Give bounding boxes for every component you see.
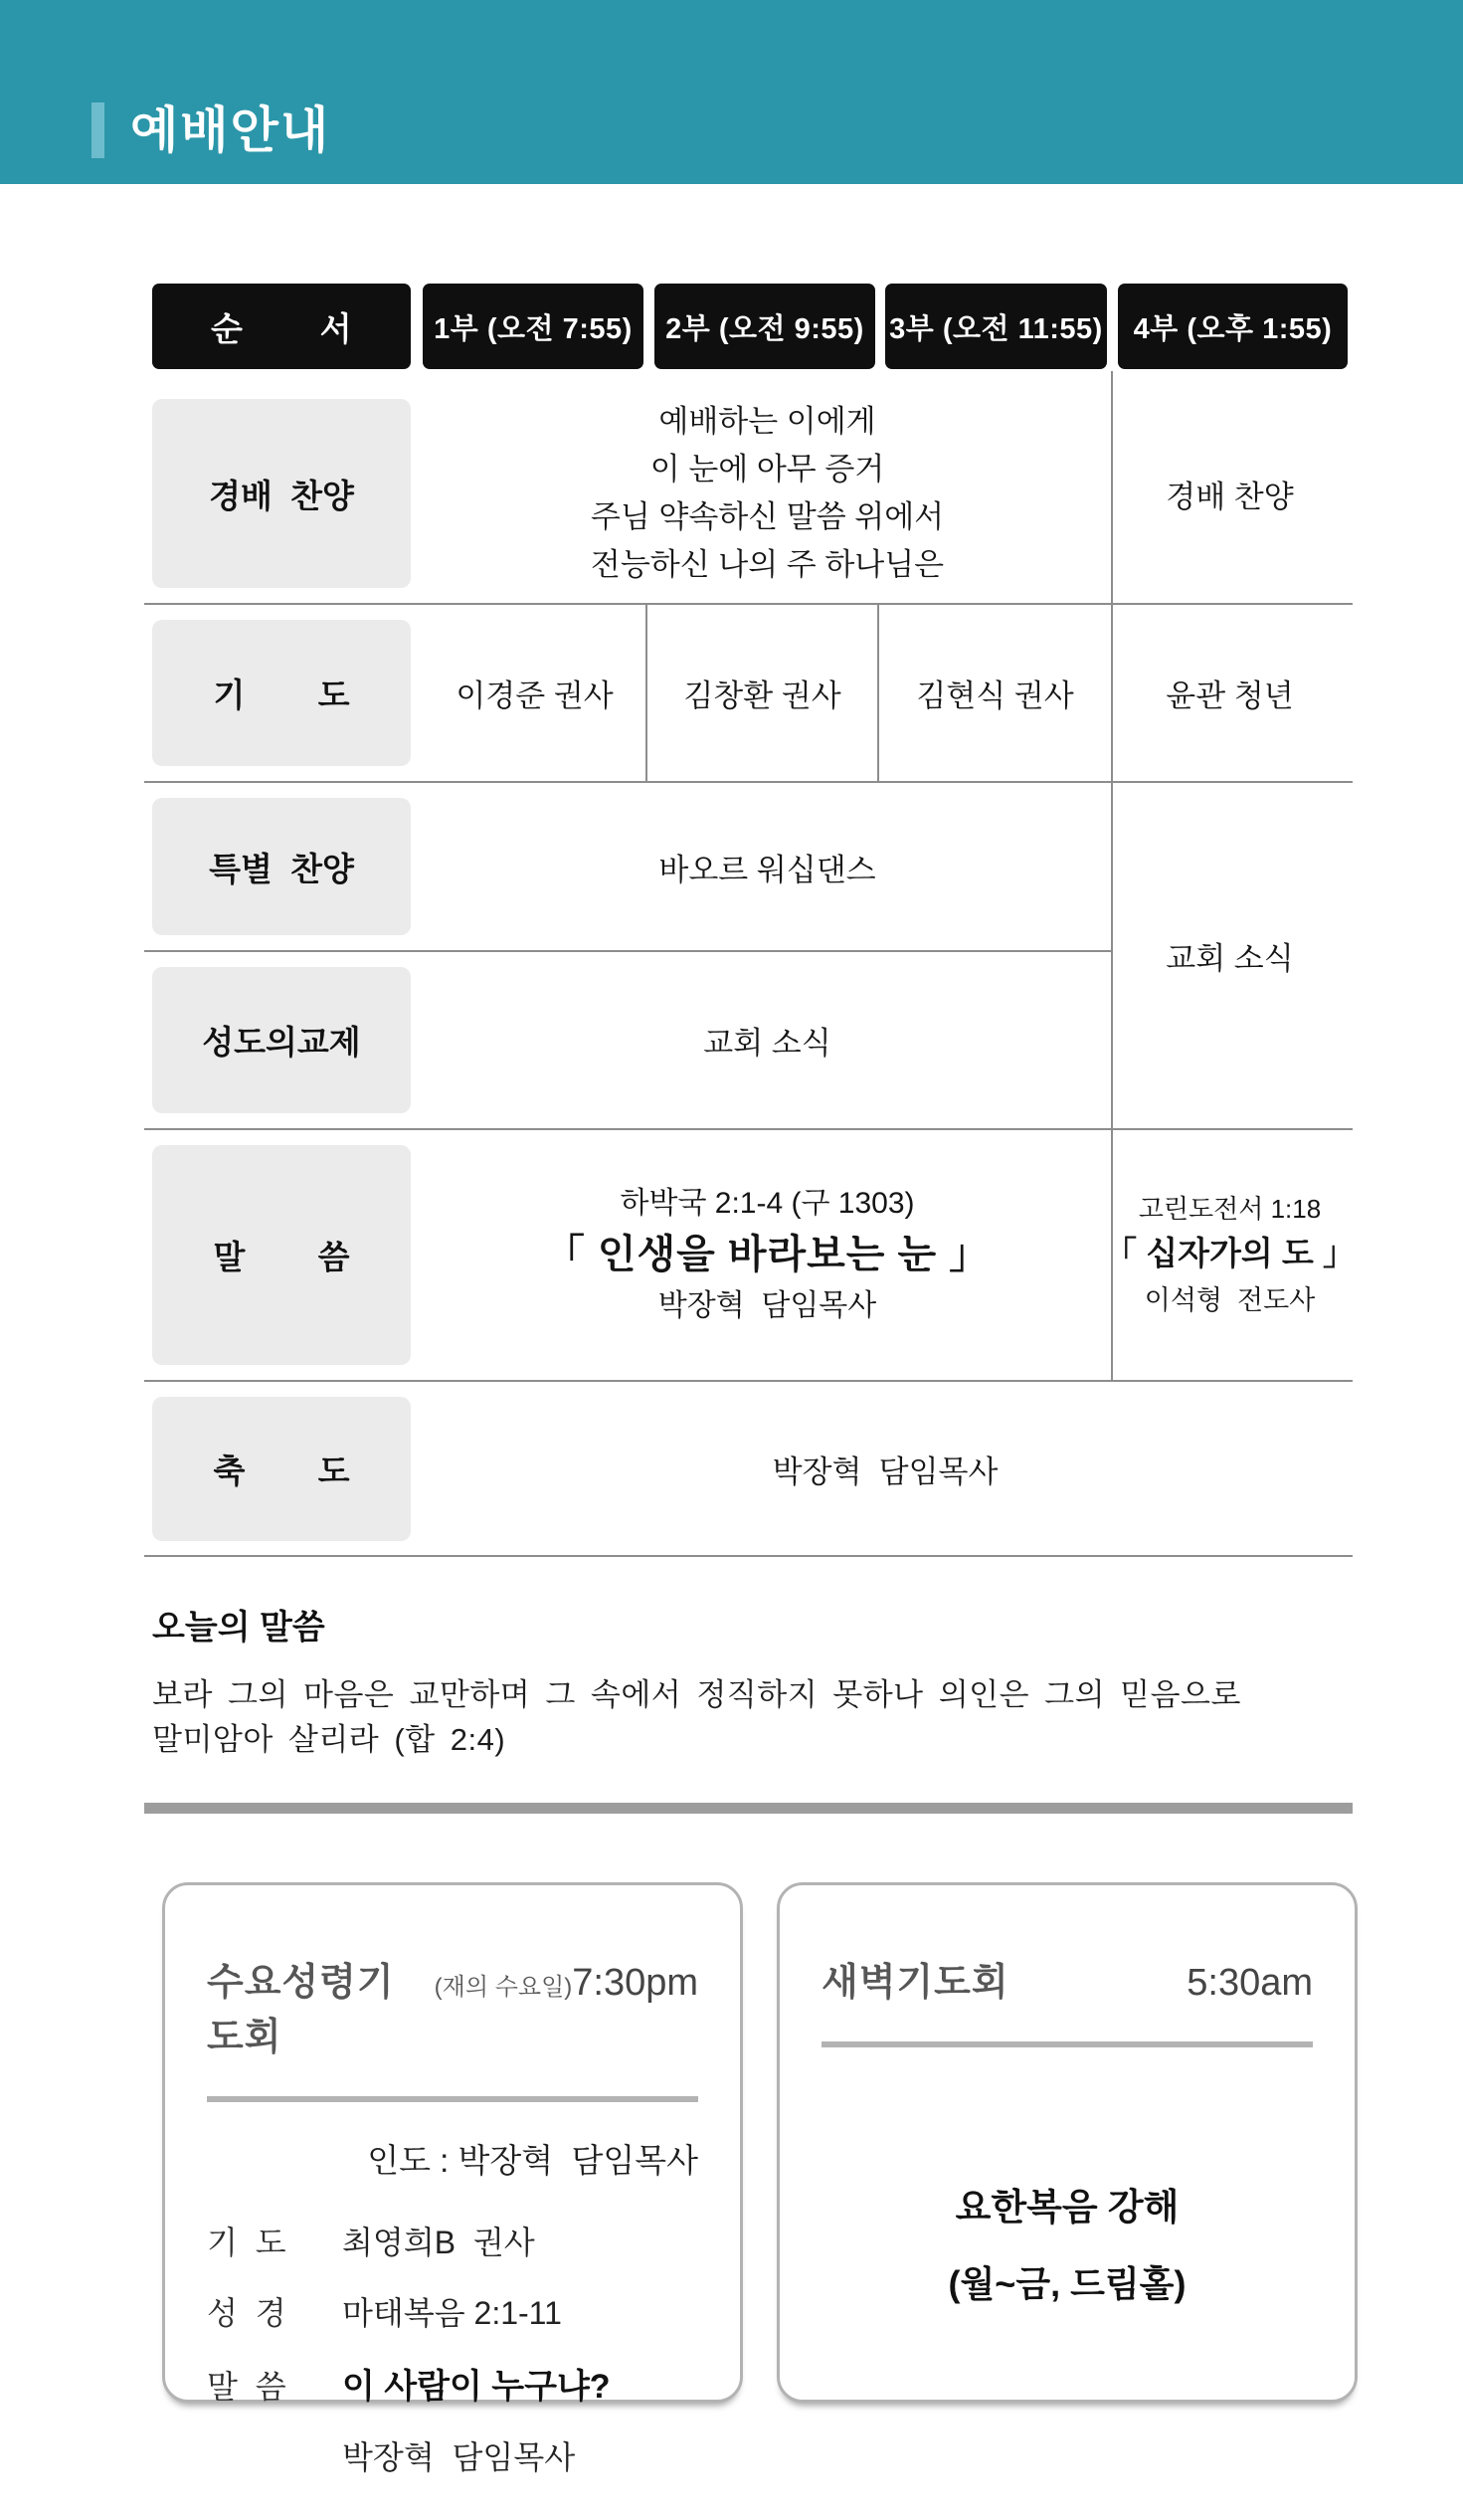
- section-divider-bar: [144, 1803, 1353, 1814]
- table-row-sermon: [152, 1129, 1356, 1381]
- dawn-card-header: [822, 1951, 1313, 2006]
- worship-song-list: [423, 383, 1112, 604]
- song-line: 이 눈에 아무 증거: [649, 452, 885, 486]
- fellowship-cell: 교회 소식: [703, 1026, 831, 1061]
- sermon4-scripture: 고린도전서 1:18: [1138, 1193, 1322, 1224]
- song-line: 주님 약속하신 말씀 위에서: [590, 499, 945, 534]
- row-label-worship: 경배 찬양: [152, 399, 411, 588]
- todays-word-section: [152, 1600, 1358, 1762]
- sermon-main-cell: [423, 1129, 1112, 1381]
- dawn-card-divider: [822, 2041, 1313, 2047]
- detail-label: 기 도: [207, 2225, 286, 2260]
- row-label-fellowship: 성도의교제: [152, 967, 411, 1113]
- column-header-service2: 2부 (오전 9:55): [654, 284, 875, 369]
- detail-value: 마태복음 2:1-11: [342, 2295, 562, 2331]
- wednesday-card-subtitle: (재의 수요일): [434, 1974, 573, 2001]
- row-label-prayer: 기 도: [152, 620, 411, 766]
- wednesday-prayer-card: [162, 1882, 743, 2475]
- dawn-prayer-card: [777, 1882, 1358, 2403]
- wednesday-card-title: 수요성령기도회: [207, 1962, 395, 2058]
- wednesday-card-divider: [207, 2096, 698, 2102]
- wednesday-leader: 인도 : 박장혁 담임목사: [367, 2142, 698, 2179]
- detail-value: 박장혁 담임목사: [342, 2439, 576, 2475]
- prayer-service4-cell: 윤관 청년: [1166, 678, 1294, 713]
- dawn-study-title: 요한복음 강해: [955, 2187, 1180, 2228]
- detail-label: 성 경: [207, 2295, 286, 2331]
- dawn-card-time: 5:30am: [1187, 1962, 1313, 2004]
- table-row-prayer: [152, 604, 1348, 782]
- sermon-title: 「 인생을 바라보는 눈 」: [544, 1232, 991, 1276]
- dawn-card-title: 새벽기도회: [822, 1962, 1009, 2004]
- table-row-benediction: [152, 1381, 1348, 1557]
- sermon-scripture: 하박국 2:1-4 (구 1303): [620, 1186, 915, 1220]
- verse-line-1: 보라 그의 마음은 교만하며 그 속에서 정직하지 못하나 의인은 그의 믿음으로: [152, 1677, 1241, 1712]
- prayer-service1-cell: 이경준 권사: [456, 678, 614, 713]
- detail-label: 말 씀: [207, 2369, 286, 2405]
- prayer-service2-cell: 김창환 권사: [683, 678, 841, 713]
- table-row-worship: [152, 383, 1348, 604]
- special-praise-cell: 바오르 워십댄스: [658, 852, 876, 887]
- row-label-sermon: 말 씀: [152, 1145, 411, 1365]
- detail-row-scripture: [207, 2288, 698, 2334]
- column-header-service1: 1부 (오전 7:55): [423, 284, 643, 369]
- column-header-order: 순 서: [152, 284, 411, 369]
- benediction-cell: 박장혁 담임목사: [772, 1454, 999, 1489]
- row-label-benediction: 축 도: [152, 1397, 411, 1541]
- page-title: 예배안내: [130, 102, 331, 158]
- song-line: 예배하는 이에게: [658, 404, 876, 439]
- prayer-service3-cell: 김현식 권사: [916, 678, 1074, 713]
- row-label-special-praise: 특별 찬양: [152, 798, 411, 935]
- column-header-service4: 4부 (오후 1:55): [1118, 284, 1348, 369]
- wednesday-card-header: [207, 1951, 698, 2060]
- wednesday-card-time: 7:30pm: [572, 1962, 698, 2004]
- church-news-merged-cell: 교회 소식: [1166, 941, 1294, 976]
- todays-word-heading: 오늘의 말씀: [152, 1609, 325, 1647]
- column-header-service3: 3부 (오전 11:55): [885, 284, 1107, 369]
- wednesday-detail-rows: [207, 2218, 698, 2478]
- sermon4-title: 「 십자가의 도 」: [1104, 1234, 1356, 1271]
- todays-word-verse: [152, 1672, 1358, 1762]
- song-line: 전능하신 나의 주 하나님은: [590, 547, 945, 582]
- detail-value-sermon-title: 이 사람이 누구냐?: [342, 2368, 611, 2406]
- title-banner: [0, 0, 1463, 184]
- dawn-card-content: [822, 2177, 1313, 2307]
- detail-row-speaker: [207, 2432, 698, 2478]
- detail-row-prayer: [207, 2218, 698, 2263]
- service-table-body: [152, 383, 1356, 1557]
- sermon-service4-cell: [1104, 1129, 1356, 1381]
- worship-service4-cell: 경배 찬양: [1166, 479, 1294, 514]
- detail-value: 최영희B 권사: [342, 2225, 535, 2260]
- sermon4-speaker: 이석형 전도사: [1144, 1284, 1316, 1315]
- detail-row-sermon: [207, 2359, 698, 2408]
- title-accent-bar: [91, 102, 104, 158]
- sermon-speaker: 박장혁 담임목사: [657, 1288, 877, 1322]
- dawn-study-schedule: (월~금, 드림홀): [948, 2263, 1187, 2304]
- verse-line-2: 말미암아 살리라 (합 2:4): [152, 1722, 506, 1757]
